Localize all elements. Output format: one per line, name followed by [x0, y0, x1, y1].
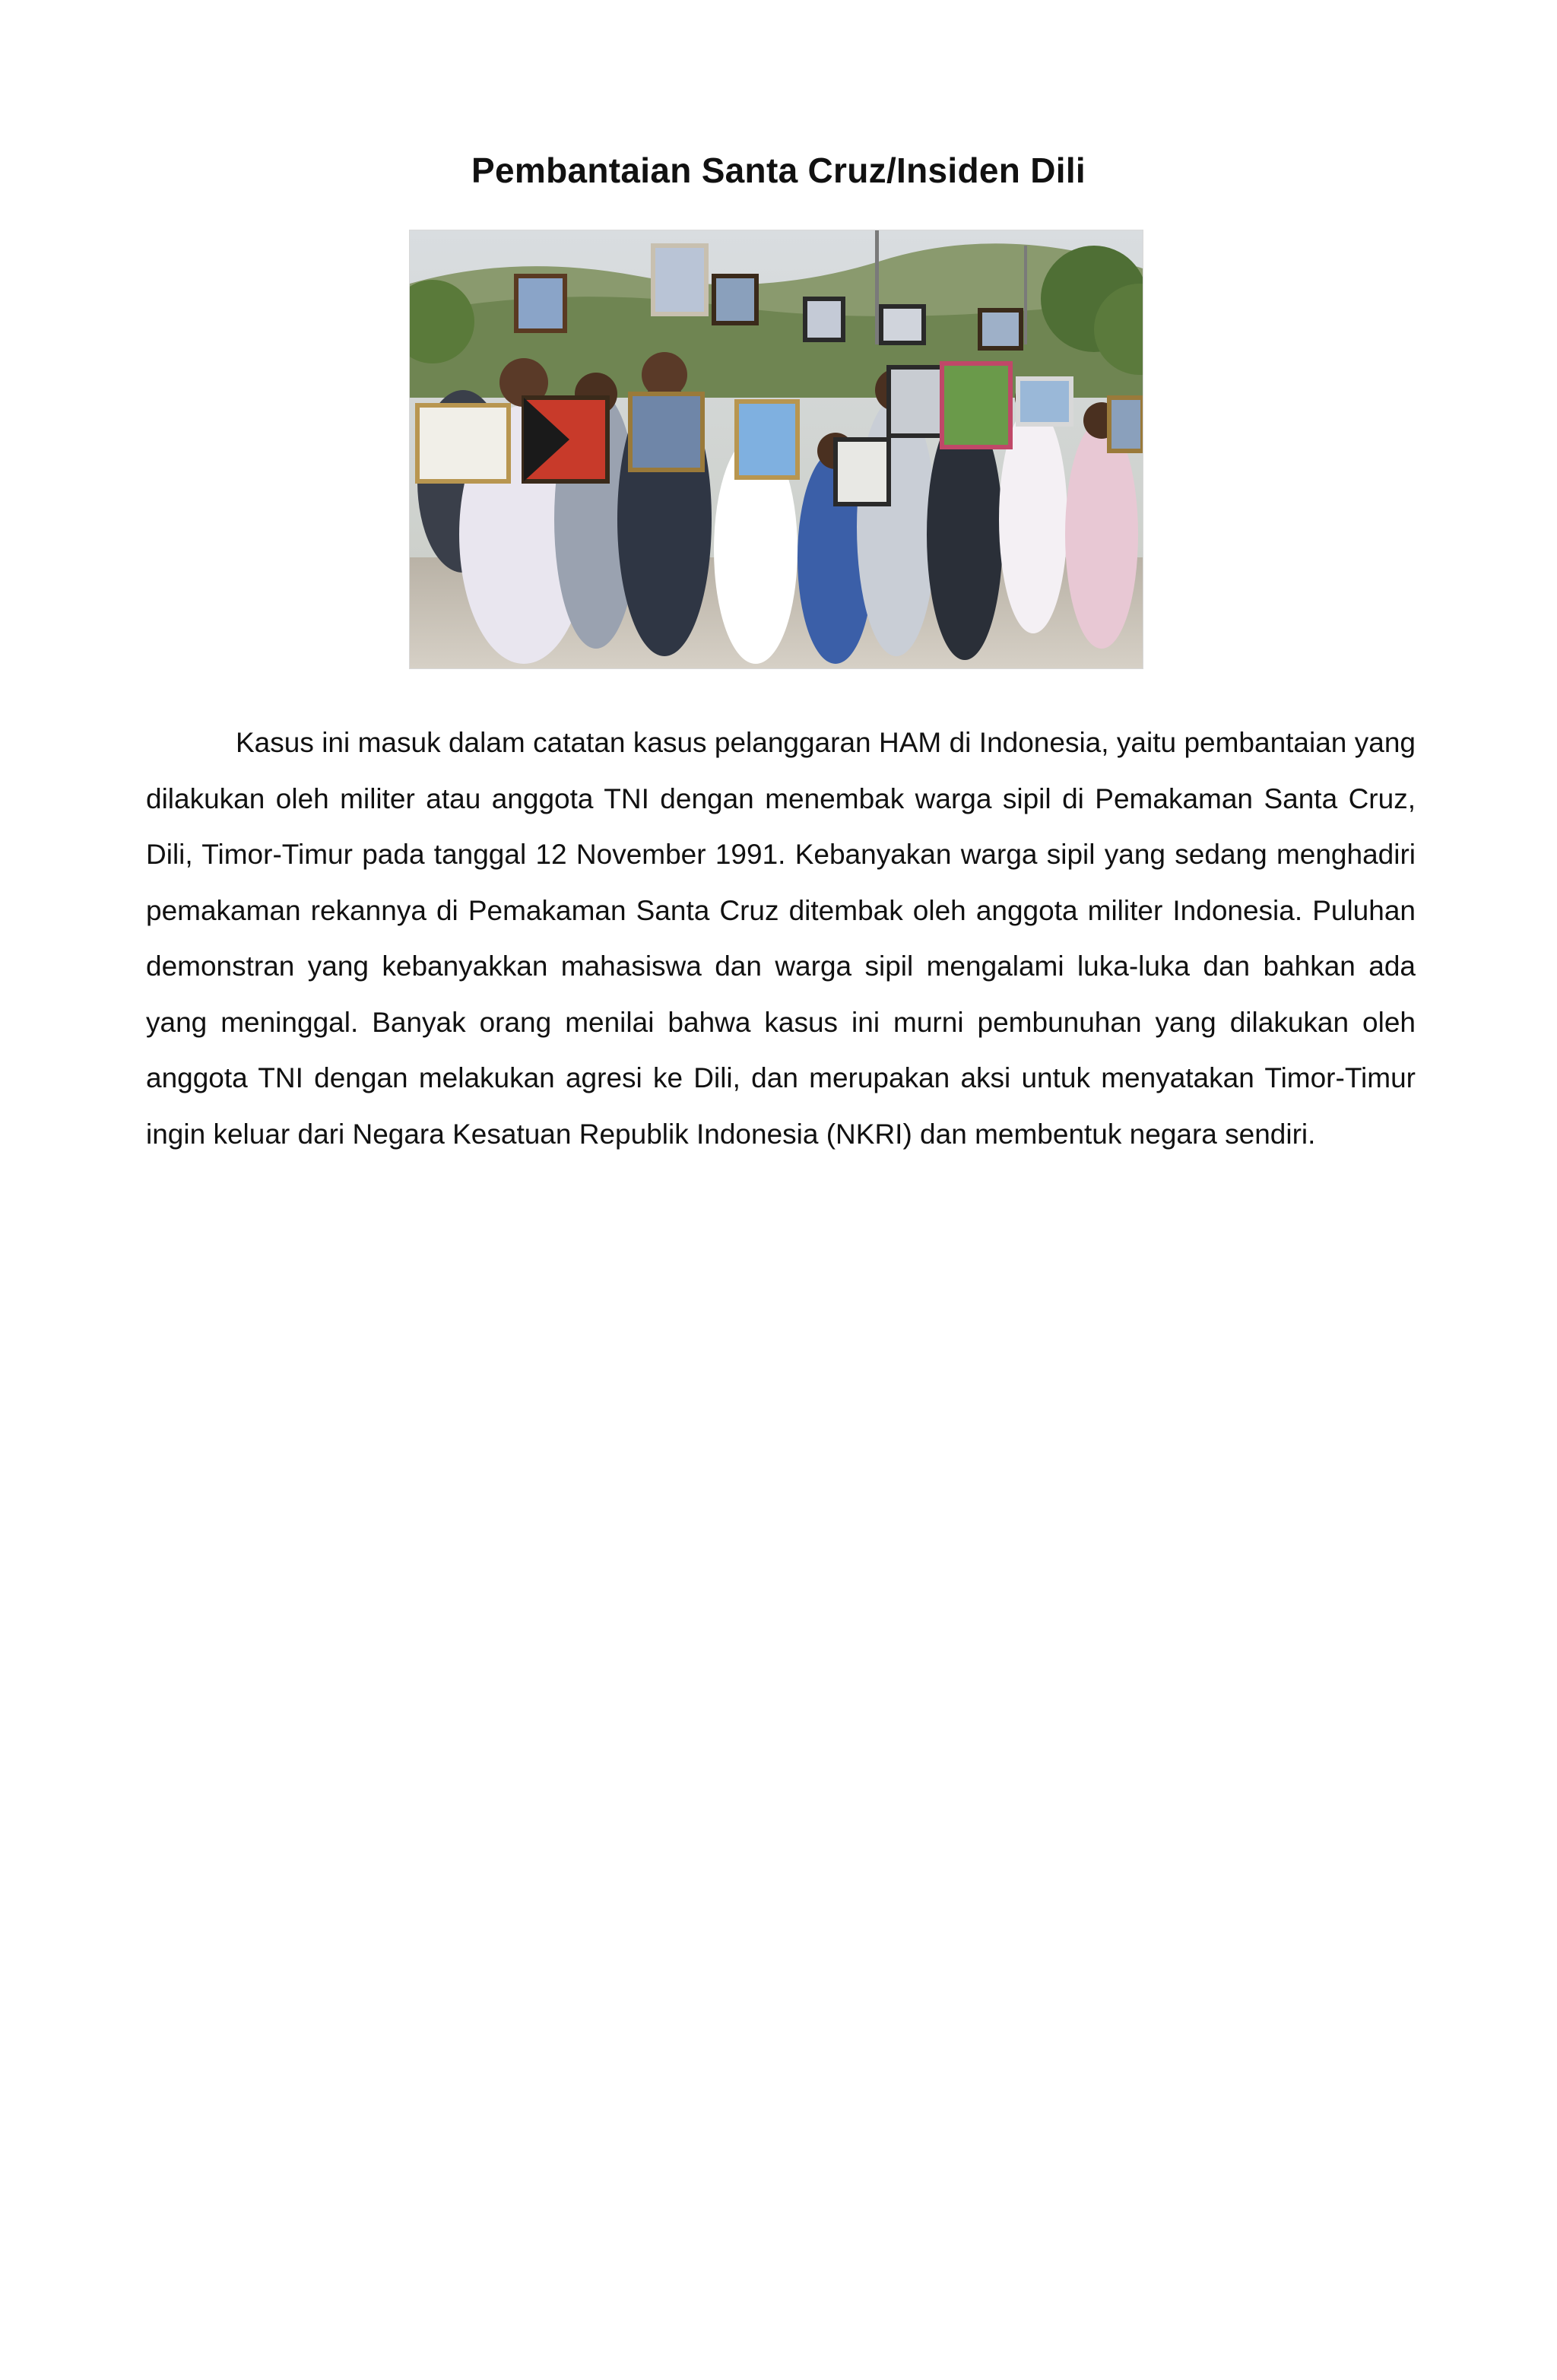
photo-illustration — [410, 230, 1143, 668]
page-title: Pembantaian Santa Cruz/Insiden Dili — [471, 151, 1086, 190]
body-paragraph: Kasus ini masuk dalam catatan kasus pelanggaran HAM di Indonesia, yaitu pembantaian yang dilakukan oleh militer atau anggota TNI dengan menembak warga sipil di Pemakaman Santa Cruz, Dili, Timor-Timur pada tanggal 12 November 1991. Kebanyakan warga sipil yang sedang menghadiri pemakaman rekannya di Pemakaman Santa Cruz ditembak oleh anggota militer Indonesia. Puluhan demonstran yang kebanyakkan mahasiswa dan warga sipil mengalami luka-luka dan bahkan ada yang meninggal. Banyak orang menilai bahwa kasus ini murni pembunuhan yang dilakukan oleh anggota TNI dengan melakukan agresi ke Dili, dan merupakan aksi untuk menyatakan Timor-Timur ingin keluar dari Negara Kesatuan Republik Indonesia (NKRI) dan membentuk negara sendiri. — [146, 727, 1416, 1150]
memorial-march-photo — [409, 230, 1143, 669]
